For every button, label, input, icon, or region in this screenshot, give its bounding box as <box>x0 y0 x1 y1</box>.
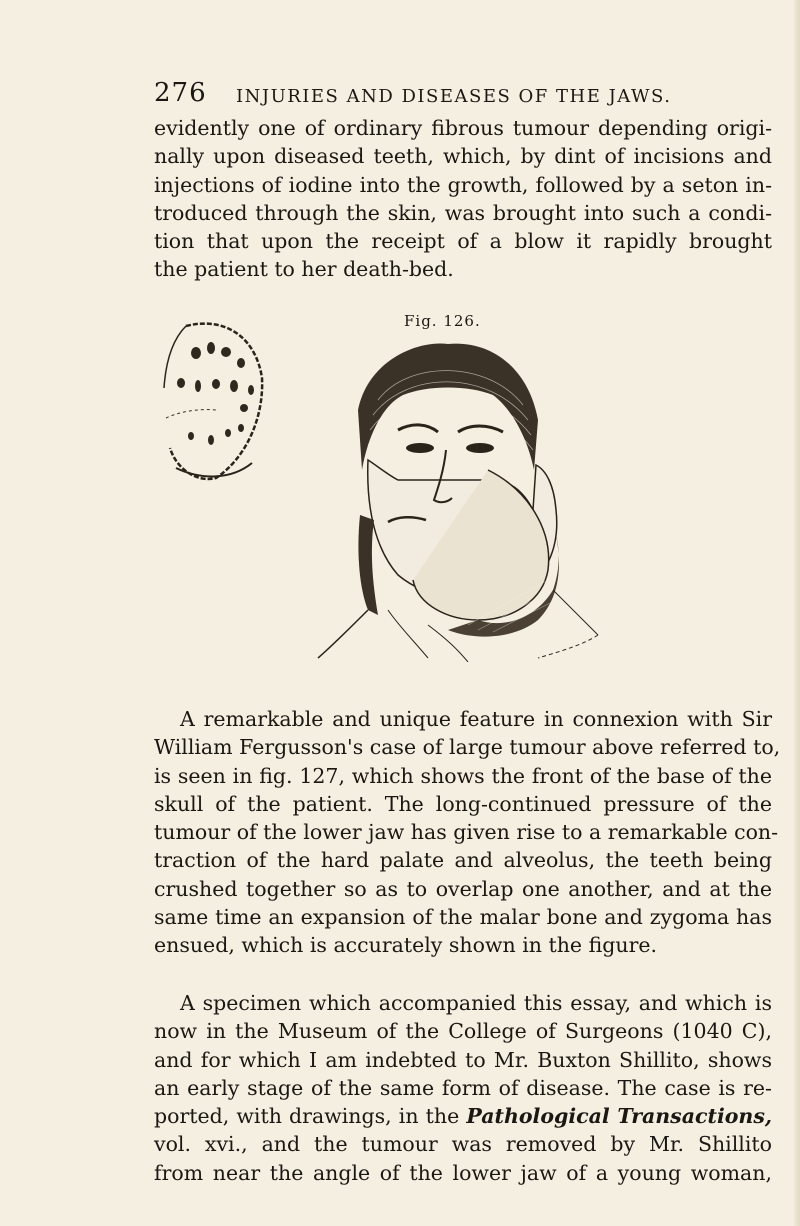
running-head: INJURIES AND DISEASES OF THE JAWS. <box>236 86 672 107</box>
text-line <box>154 1102 772 1130</box>
text-line: skull of the patient. The long-continued pressure of the <box>154 791 772 816</box>
paragraph-3 <box>154 989 772 1187</box>
text-line: now in the Museum of the College of Surgeons (1040 C), <box>154 1019 772 1044</box>
text-line: vol. xvi., and the tumour was removed by Mr. Shillito <box>154 1132 772 1157</box>
text-line: an early stage of the same form of disease. The case is re- <box>154 1075 772 1100</box>
text-line: is seen in fig. 127, which shows the front of the base of the <box>154 763 772 788</box>
text-line: evidently one of ordinary fibrous tumour depending origi- <box>154 116 772 140</box>
text-line: the patient to her death-bed. <box>154 257 454 282</box>
text-line: William Fergusson's case of large tumour above referred to, <box>154 735 781 760</box>
text-line: tion that upon the receipt of a blow it rapidly brought <box>154 229 772 254</box>
figure-caption: Fig. 126. <box>404 312 481 330</box>
text-line: ensued, which is accurately shown in the figure. <box>154 933 658 958</box>
portrait-illustration <box>298 340 618 662</box>
text-line: nally upon diseased teeth, which, by dint of incisions and <box>154 144 772 169</box>
text-line: troduced through the skin, was brought into such a condi- <box>154 200 772 225</box>
text-line: traction of the hard palate and alveolus, the teeth being <box>154 848 772 873</box>
text-line: and for which I am indebted to Mr. Buxton Shillito, shows <box>154 1047 772 1072</box>
text-line: same time an expansion of the malar bone and zygoma has <box>154 905 772 930</box>
page-header <box>154 78 714 112</box>
text-line: A remarkable and unique feature in connexion with Sir <box>180 707 772 731</box>
paragraph-2 <box>154 705 781 960</box>
text-line: A specimen which accompanied this essay, and which is <box>180 991 772 1015</box>
text-line: tumour of the lower jaw has given rise to a remarkable con- <box>154 820 779 845</box>
text-line: crushed together so as to overlap one another, and at the <box>154 876 772 901</box>
text-line: injections of iodine into the growth, followed by a seton in- <box>154 172 772 197</box>
text-line-start: ported, with drawings, in the <box>154 1104 460 1129</box>
skull-illustration <box>156 318 266 483</box>
page-edge <box>794 0 800 1226</box>
text-line: from near the angle of the lower jaw of a young woman, <box>154 1160 772 1185</box>
journal-title: Pathological Transactions, <box>466 1104 772 1129</box>
page-number: 276 <box>154 78 207 108</box>
paragraph-1 <box>154 114 772 284</box>
